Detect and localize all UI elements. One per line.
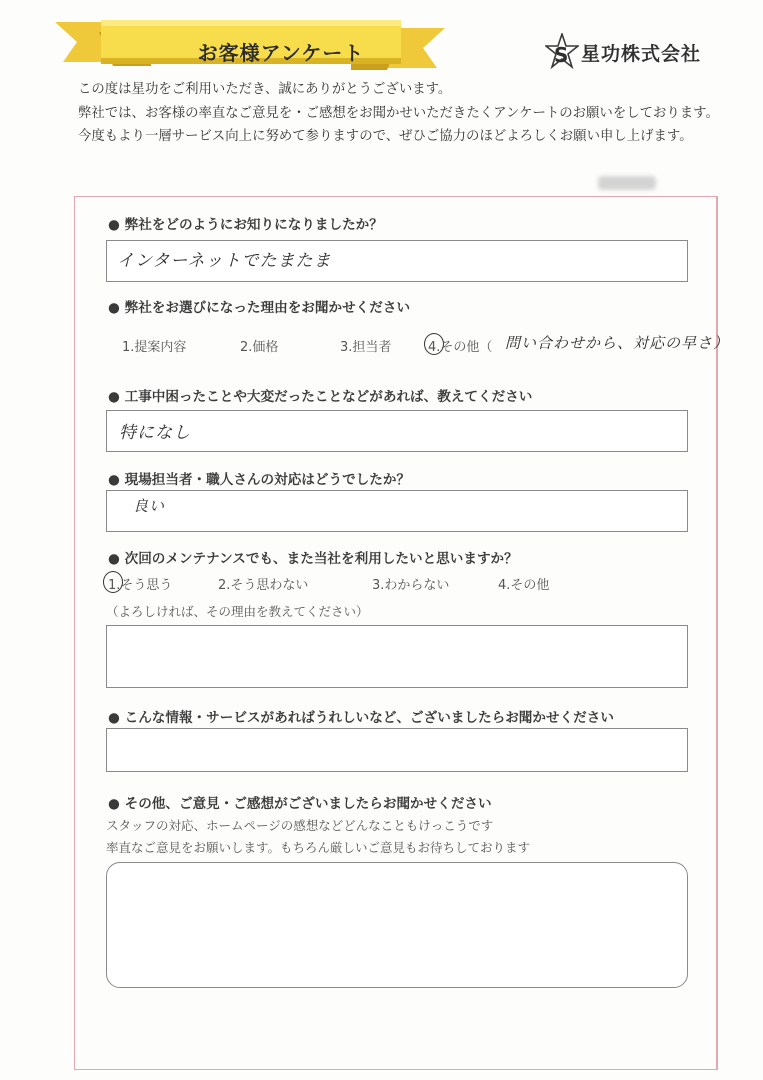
question-how-known: ● 弊社をどのようにお知りになりましたか？: [108, 217, 383, 233]
question-reason: ● 弊社をお選びになった理由をお聞かせください: [108, 300, 411, 316]
option-reuse-2[interactable]: 2.そう思わない: [218, 578, 309, 593]
other-comments-note-1: スタッフの対応、ホームページの感想などどんなこともけっこうです: [106, 818, 494, 833]
intro-line-2: 弊社では、お客様の率直なご意見を・ご感想をお聞かせいただきたくアンケートのお願いをしております。今度もより一層サービス向上に努めて参りますので、ぜひご協力のほどよろしくお願い申し上げます。: [78, 105, 719, 144]
answer-reason-other: 問い合わせから、対応の早さ）: [505, 334, 730, 352]
answer-box-other-comments[interactable]: [106, 862, 688, 988]
option-reuse-1[interactable]: 1.そう思う: [108, 578, 173, 593]
reuse-reason-note: （よろしければ、その理由を教えてください）: [106, 604, 369, 619]
option-reason-3[interactable]: 3.担当者: [340, 340, 392, 355]
question-staff-response: ● 現場担当者・職人さんの対応はどうでしたか？: [108, 472, 411, 488]
logo-letter: S: [554, 43, 569, 67]
answer-box-staff-response[interactable]: [106, 490, 688, 532]
answer-troubles: 特になし: [119, 423, 191, 443]
option-reuse-4[interactable]: 4.その他: [498, 578, 550, 593]
option-reason-1[interactable]: 1.提案内容: [122, 340, 187, 355]
question-troubles: ● 工事中困ったことや大変だったことなどがあれば、教えてください: [108, 389, 533, 405]
company-name: 星功株式会社: [581, 42, 702, 65]
answer-box-reuse-reason[interactable]: [106, 625, 688, 688]
question-other-comments: ● その他、ご意見・ご感想がございましたらお聞かせください: [108, 796, 492, 812]
page-title: お客様アンケート: [197, 40, 365, 65]
title-ribbon: [55, 14, 445, 74]
answer-box-wanted-services[interactable]: [106, 728, 688, 772]
answer-box-how-known[interactable]: [106, 240, 688, 282]
answer-box-troubles[interactable]: [106, 410, 688, 452]
option-reason-2[interactable]: 2.価格: [240, 340, 279, 355]
star-logo-icon: [545, 33, 579, 71]
other-comments-note-2: 率直なご意見をお願いします。もちろん厳しいご意見もお待ちしております: [106, 840, 531, 855]
option-reason-4[interactable]: 4.その他（: [428, 340, 493, 355]
answer-how-known: インターネットでたまたま: [117, 251, 332, 271]
company-brand: [545, 32, 701, 72]
intro-text: [78, 78, 728, 149]
question-wanted-services: ● こんな情報・サービスがあればうれしいなど、ございましたらお聞かせください: [108, 710, 614, 726]
answer-staff-response: 良い: [133, 497, 166, 515]
respondent-name-redacted: [598, 176, 656, 190]
question-reuse: ● 次回のメンテナンスでも、また当社を利用したいと思いますか？: [108, 551, 518, 567]
option-reuse-3[interactable]: 3.わからない: [372, 578, 450, 593]
intro-line-1: この度は星功をご利用いただき、誠にありがとうございます。: [78, 82, 452, 97]
